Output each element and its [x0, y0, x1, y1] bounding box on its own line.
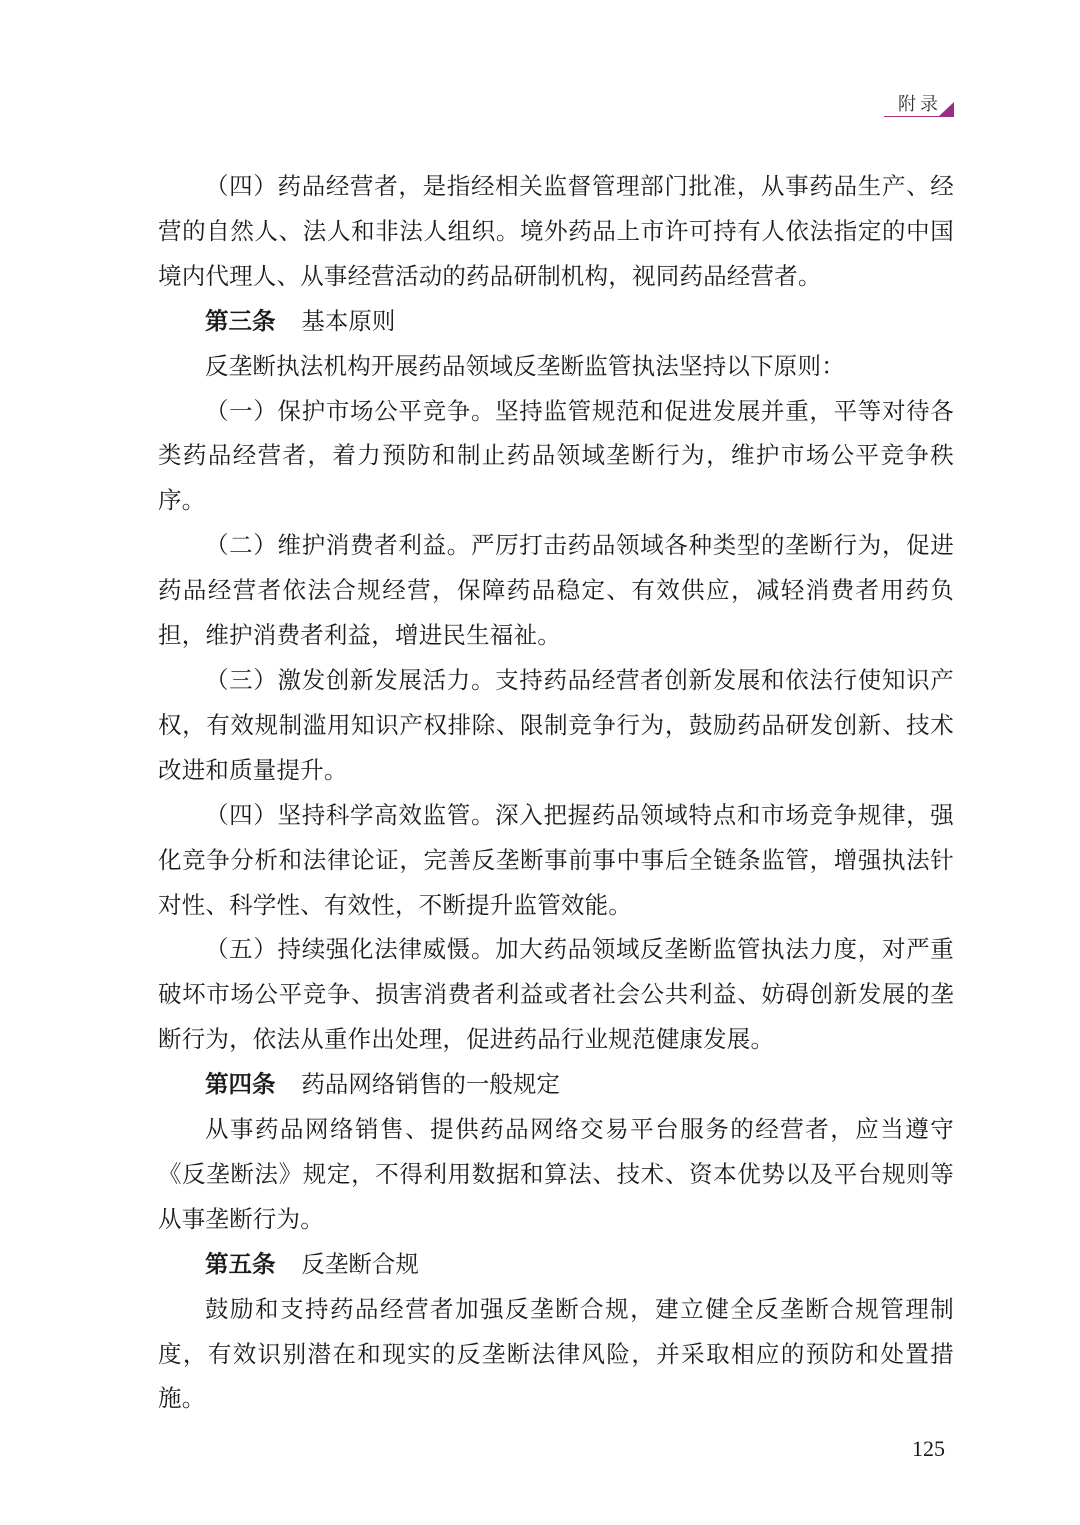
paragraph-principle-5: （五）持续强化法律威慑。加大药品领域反垄断监管执法力度，对严重破坏市场公平竞争、损害消费者利益或者社会公共利益、妨碍创新发展的垄断行为，依法从重作出处理，促进药品行业规范健康发展。 [158, 935, 954, 1054]
paragraph-principle-3: （三）激发创新发展活力。支持药品经营者创新发展和依法行使知识产权，有效规制滥用知识产权排除、限制竞争行为，鼓励药品研发创新、技术改进和质量提升。 [158, 665, 954, 784]
article-4-number: 第四条 [205, 1070, 276, 1099]
paragraph-online-sales: 从事药品网络销售、提供药品网络交易平台服务的经营者，应当遵守《反垄断法》规定，不得利用数据和算法、技术、资本优势以及平台规则等从事垄断行为。 [158, 1115, 954, 1233]
page-number: 125 [912, 1436, 945, 1461]
article-3-heading [158, 299, 954, 344]
page-body [158, 164, 954, 1421]
corner-triangle-icon [938, 102, 954, 117]
running-header-title: 附录 [898, 94, 942, 115]
article-3-title: 基本原则 [301, 306, 396, 335]
article-5-heading [158, 1242, 954, 1287]
running-header-rule [884, 116, 940, 117]
article-5-title: 反垄断合规 [301, 1249, 419, 1278]
paragraph-principle-2: （二）维护消费者利益。严厉打击药品领域各种类型的垄断行为，促进药品经营者依法合规经营，保障药品稳定、有效供应，减轻消费者用药负担，维护消费者利益，增进民生福祉。 [158, 531, 954, 650]
article-5-number: 第五条 [205, 1249, 276, 1278]
article-4-heading [158, 1062, 954, 1107]
running-header [880, 88, 960, 128]
paragraph-principle-4: （四）坚持科学高效监管。深入把握药品领域特点和市场竞争规律，强化竞争分析和法律论证，完善反垄断事前事中事后全链条监管，增强执法针对性、科学性、有效性，不断提升监管效能。 [158, 800, 954, 919]
paragraph-principles-intro: 反垄断执法机构开展药品领域反垄断监管执法坚持以下原则： [205, 351, 845, 380]
paragraph-definition-4: （四）药品经营者，是指经相关监督管理部门批准，从事药品生产、经营的自然人、法人和非法人组织。境外药品上市许可持有人依法指定的中国境内代理人、从事经营活动的药品研制机构，视同药品经营者。 [158, 172, 954, 290]
article-3-number: 第三条 [205, 306, 276, 335]
paragraph-principle-1: （一）保护市场公平竞争。坚持监管规范和促进发展并重，平等对待各类药品经营者，着力预防和制止药品领域垄断行为，维护市场公平竞争秩序。 [158, 396, 954, 515]
paragraph-compliance: 鼓励和支持药品经营者加强反垄断合规，建立健全反垄断合规管理制度，有效识别潜在和现实的反垄断法律风险，并采取相应的预防和处置措施。 [158, 1294, 954, 1413]
article-4-title: 药品网络销售的一般规定 [301, 1070, 560, 1099]
